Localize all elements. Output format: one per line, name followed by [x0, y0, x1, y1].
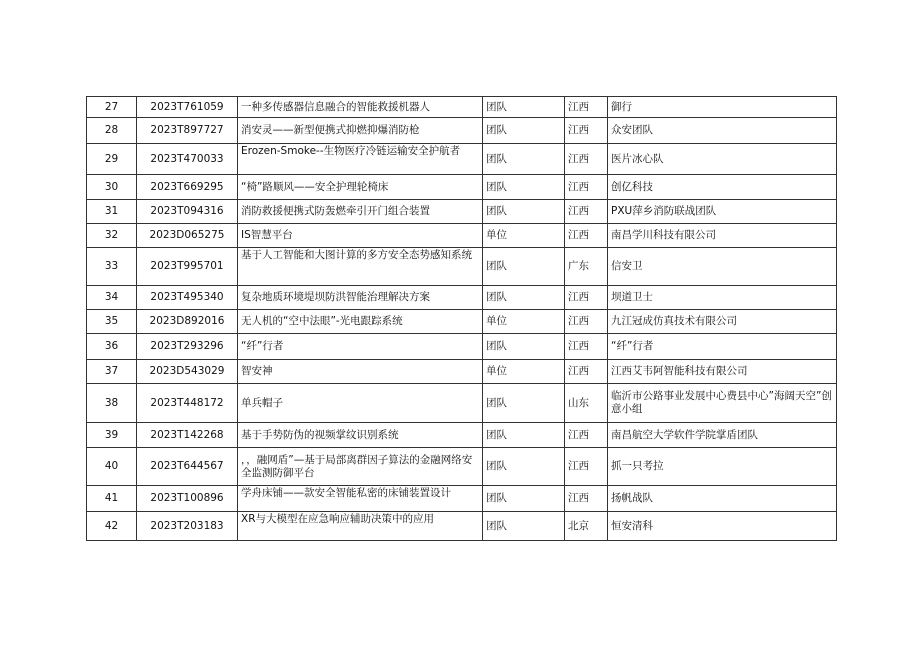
- team-name: “纤”行者: [608, 334, 837, 360]
- table-row: [87, 118, 837, 144]
- table-row: [87, 310, 837, 334]
- province: 江西: [565, 334, 608, 360]
- team-name: PXU萍乡消防联战团队: [608, 200, 837, 224]
- province: 江西: [565, 486, 608, 512]
- row-number: 31: [87, 200, 137, 224]
- team-name: 临沂市公路事业发展中心费县中心”海阔天空”创意小组: [608, 384, 837, 423]
- project-title: “纤”行者: [238, 334, 483, 360]
- entrant-type: 团队: [483, 423, 565, 448]
- row-number: 34: [87, 286, 137, 310]
- table-row: [87, 486, 837, 512]
- row-number: 41: [87, 486, 137, 512]
- project-title: 基于手势防伪的视频掌纹识别系统: [238, 423, 483, 448]
- entrant-type: 团队: [483, 118, 565, 144]
- team-name: 九江冠成仿真技术有限公司: [608, 310, 837, 334]
- team-name: 南昌学川科技有限公司: [608, 224, 837, 248]
- project-code: 2023T495340: [137, 286, 238, 310]
- project-code: 2023T897727: [137, 118, 238, 144]
- province: 江西: [565, 310, 608, 334]
- table-row: [87, 360, 837, 384]
- project-title: IS智慧平台: [238, 224, 483, 248]
- team-name: 御行: [608, 97, 837, 118]
- row-number: 28: [87, 118, 137, 144]
- province: 江西: [565, 286, 608, 310]
- project-code: 2023T470033: [137, 144, 238, 175]
- project-title: Erozen-Smoke--生物医疗冷链运输安全护航者: [238, 144, 483, 175]
- project-code: 2023T644567: [137, 448, 238, 486]
- project-code: 2023T448172: [137, 384, 238, 423]
- entrant-type: 团队: [483, 512, 565, 541]
- table-row: [87, 286, 837, 310]
- team-name: 扬帆战队: [608, 486, 837, 512]
- project-title: 无人机的“空中法眼”-光电跟踪系统: [238, 310, 483, 334]
- team-name: 抓一只考拉: [608, 448, 837, 486]
- project-code: 2023D543029: [137, 360, 238, 384]
- province: 江西: [565, 175, 608, 200]
- project-code: 2023T293296: [137, 334, 238, 360]
- province: 江西: [565, 360, 608, 384]
- project-table: [86, 96, 837, 541]
- row-number: 33: [87, 248, 137, 286]
- project-title: 基于人工智能和大图计算的多方安全态势感知系统: [238, 248, 483, 286]
- entrant-type: 团队: [483, 384, 565, 423]
- entrant-type: 团队: [483, 97, 565, 118]
- entrant-type: 团队: [483, 334, 565, 360]
- table-row: [87, 248, 837, 286]
- project-code: 2023T203183: [137, 512, 238, 541]
- province: 江西: [565, 200, 608, 224]
- table-row: [87, 224, 837, 248]
- table-row: [87, 144, 837, 175]
- team-name: 医片冰心队: [608, 144, 837, 175]
- province: 江西: [565, 118, 608, 144]
- province: 江西: [565, 97, 608, 118]
- province: 广东: [565, 248, 608, 286]
- table-row: [87, 448, 837, 486]
- row-number: 27: [87, 97, 137, 118]
- project-code: 2023T761059: [137, 97, 238, 118]
- entrant-type: 团队: [483, 486, 565, 512]
- project-title: 复杂地质环境堤坝防洪智能治理解决方案: [238, 286, 483, 310]
- project-code: 2023T995701: [137, 248, 238, 286]
- entrant-type: 单位: [483, 360, 565, 384]
- table-row: [87, 175, 837, 200]
- row-number: 40: [87, 448, 137, 486]
- province: 江西: [565, 448, 608, 486]
- project-title: 一种多传感器信息融合的智能救援机器人: [238, 97, 483, 118]
- entrant-type: 单位: [483, 224, 565, 248]
- project-code: 2023T669295: [137, 175, 238, 200]
- entrant-type: 团队: [483, 448, 565, 486]
- province: 江西: [565, 144, 608, 175]
- entrant-type: 团队: [483, 248, 565, 286]
- province: 山东: [565, 384, 608, 423]
- project-title: ，，融网盾”—基于局部离群因子算法的金融网络安全监测防御平台: [238, 448, 483, 486]
- row-number: 39: [87, 423, 137, 448]
- entrant-type: 团队: [483, 144, 565, 175]
- team-name: 恒安清科: [608, 512, 837, 541]
- project-title: 消防救援便携式防轰燃牵引开门组合装置: [238, 200, 483, 224]
- entrant-type: 团队: [483, 175, 565, 200]
- province: 江西: [565, 224, 608, 248]
- project-title: 消安灵——新型便携式抑燃抑爆消防枪: [238, 118, 483, 144]
- team-name: 创亿科技: [608, 175, 837, 200]
- entrant-type: 单位: [483, 310, 565, 334]
- province: 江西: [565, 423, 608, 448]
- row-number: 36: [87, 334, 137, 360]
- team-name: 坝道卫士: [608, 286, 837, 310]
- team-name: 信安卫: [608, 248, 837, 286]
- project-code: 2023T100896: [137, 486, 238, 512]
- project-title: 单兵帽子: [238, 384, 483, 423]
- project-title: 智安神: [238, 360, 483, 384]
- project-code: 2023D892016: [137, 310, 238, 334]
- table-row: [87, 423, 837, 448]
- row-number: 30: [87, 175, 137, 200]
- project-title: XR与大模型在应急响应辅助决策中的应用: [238, 512, 483, 541]
- table-row: [87, 384, 837, 423]
- table-row: [87, 97, 837, 118]
- row-number: 35: [87, 310, 137, 334]
- entrant-type: 团队: [483, 286, 565, 310]
- project-code: 2023D065275: [137, 224, 238, 248]
- row-number: 32: [87, 224, 137, 248]
- row-number: 42: [87, 512, 137, 541]
- team-name: 众安团队: [608, 118, 837, 144]
- team-name: 南昌航空大学软件学院掌盾团队: [608, 423, 837, 448]
- table-row: [87, 512, 837, 541]
- project-title: “椅”路顺风——安全护理轮椅床: [238, 175, 483, 200]
- row-number: 38: [87, 384, 137, 423]
- province: 北京: [565, 512, 608, 541]
- entrant-type: 团队: [483, 200, 565, 224]
- table-row: [87, 334, 837, 360]
- team-name: 江西艾韦阿智能科技有限公司: [608, 360, 837, 384]
- project-title: 学舟床铺——款安全智能私密的床铺装置设计: [238, 486, 483, 512]
- row-number: 29: [87, 144, 137, 175]
- table-row: [87, 200, 837, 224]
- project-code: 2023T142268: [137, 423, 238, 448]
- row-number: 37: [87, 360, 137, 384]
- project-code: 2023T094316: [137, 200, 238, 224]
